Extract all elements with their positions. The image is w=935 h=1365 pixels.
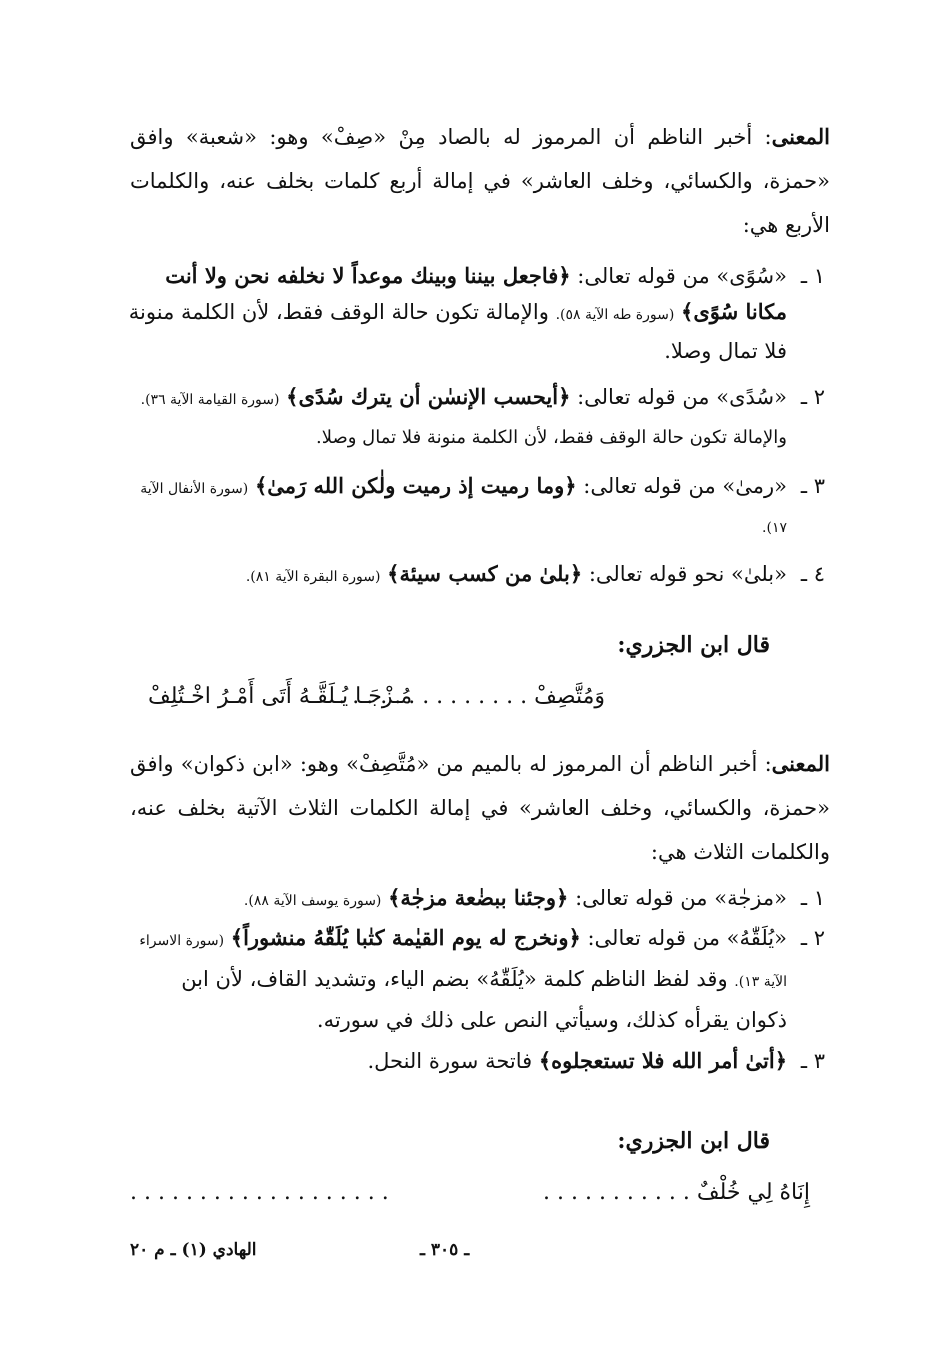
item-note: وقد لفظ الناظم كلمة «يُلَقّٰهُ» بضم الياء، وتشديد القاف، لأن ابن ذكوان يقرأه كذلك، وسيأتي النص على ذلك في سورته. xyxy=(181,967,787,1032)
word-list-1 xyxy=(125,258,825,595)
quran-quote: ﴿فاجعل بيننا وبينك موعداً لا نخلفه نحن ولا أنت مكانا سُوًى﴾ xyxy=(165,263,787,324)
meaning-label: المعنى xyxy=(771,124,830,149)
list-item xyxy=(125,258,825,369)
item-number: ١ ـ xyxy=(800,264,825,288)
page-number: ـ ٣٠٥ ـ xyxy=(420,1240,470,1260)
item-note: فاتحة سورة النحل. xyxy=(367,1049,533,1073)
item-number: ٢ ـ xyxy=(800,385,825,409)
surah-ref: (سورة الاسراء الآية ١٣). xyxy=(139,933,787,990)
item-intro: «يُلَقّٰهُ» من قوله تعالى: xyxy=(587,926,787,950)
verse-second-hemistich: مُـزْجَـا يُـلَقَّـهُ أَتَى أَمْـرُ اخْـتُلِفْ xyxy=(148,684,413,709)
section-heading: قال ابن الجزري: xyxy=(617,632,770,658)
item-number: ٣ ـ xyxy=(800,1049,825,1073)
item-number: ١ ـ xyxy=(800,886,825,910)
verse-first-hemistich: إِنَاهُ لِي خُلْفٌ . . . . . . . . . . . xyxy=(543,1180,810,1205)
quran-quote: ﴿ونخرج له يوم القيٰمة كتٰبا يُلَقّٰهُ منشوراً﴾ xyxy=(230,925,581,950)
meaning-label: المعنى xyxy=(771,751,830,776)
list-item xyxy=(125,1043,825,1079)
meaning-paragraph-2 xyxy=(130,742,830,874)
surah-ref: (سورة الأنفال الآية ١٧). xyxy=(140,481,787,536)
list-item xyxy=(125,468,825,546)
surah-ref: (سورة البقرة الآية ٨١). xyxy=(245,569,381,585)
item-intro: «بلىٰ» نحو قوله تعالى: xyxy=(588,562,787,586)
item-number: ٤ ـ xyxy=(800,562,825,586)
item-note: والإمالة تكون حالة الوقف فقط، لأن الكلمة منونة فلا تمال وصلا. xyxy=(316,427,787,448)
quran-quote: ﴿وجئنا ببضٰعة مزجٰة﴾ xyxy=(388,885,569,910)
list-item xyxy=(125,556,825,595)
meaning-paragraph-1 xyxy=(130,115,830,247)
quran-quote: ﴿بلىٰ من كسب سيئة﴾ xyxy=(387,561,583,586)
surah-ref: (سورة القيامة الآية ٣٦). xyxy=(140,392,280,408)
quran-quote: ﴿وما رميت إذ رميت ولٰكن الله رَمىٰ﴾ xyxy=(254,473,577,498)
item-number: ٣ ـ xyxy=(800,474,825,498)
quran-quote: ﴿أيحسب الإنسٰن أن يترك سُدًى﴾ xyxy=(286,384,571,409)
list-item xyxy=(125,379,825,456)
verse-second-hemistich: . . . . . . . . . . . . . . . . . . . xyxy=(130,1180,389,1205)
item-note: والإمالة تكون حالة الوقف فقط، لأن الكلمة منونة فلا تمال وصلا. xyxy=(128,300,787,363)
book-reference: الهادي (١) ـ م ٢٠ xyxy=(130,1240,257,1260)
list-item xyxy=(125,919,825,1039)
word-list-2 xyxy=(125,880,825,1079)
surah-ref: (سورة طه الآية ٥٨). xyxy=(555,307,675,323)
meaning-text: : أخبر الناظم أن المرموز له بالصاد مِنْ «صِفْ» وهو: «شعبة» وافق «حمزة، والكسائي، وخلف العاشر» في إمالة أربع كلمات بخلف عنه، والكلمات الأربع هي: xyxy=(130,125,830,237)
item-intro: «رمىٰ» من قوله تعالى: xyxy=(583,474,787,498)
item-intro: «سُوًى» من قوله تعالى: xyxy=(577,264,787,288)
list-item xyxy=(125,880,825,919)
section-heading: قال ابن الجزري: xyxy=(617,1128,770,1154)
meaning-text: : أخبر الناظم أن المرموز له بالميم من «مُتَّصِفْ» وهو: «ابن ذكوان» وافق «حمزة، والكسائي، وخلف العاشر» في إمالة الكلمات الثلاث الآتية بخلف عنه، والكلمات الثلاث هي: xyxy=(130,752,830,864)
quran-quote: ﴿أتىٰ أمر الله فلا تستعجلوه﴾ xyxy=(538,1048,787,1073)
item-number: ٢ ـ xyxy=(800,926,825,950)
item-intro: «مزجٰة» من قوله تعالى: xyxy=(575,886,787,910)
surah-ref: (سورة يوسف الآية ٨٨). xyxy=(243,893,382,909)
item-intro: «سُدًى» من قوله تعالى: xyxy=(577,385,787,409)
verse-first-hemistich: وَمُتَّصِفْ . . . . . . . . . . . . . . xyxy=(338,684,605,709)
